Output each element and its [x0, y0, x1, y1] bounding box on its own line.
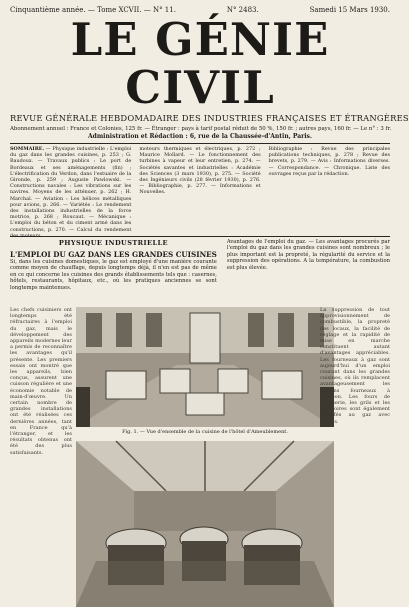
section-title: PHYSIQUE INDUSTRIELLE	[58, 239, 168, 247]
article-headline: L'EMPLOI DU GAZ DANS LES GRANDES CUISINES	[10, 250, 217, 259]
summary-col-3	[269, 146, 390, 234]
article-body	[10, 307, 390, 607]
summary-text-3: Bibliographie : Revue des principales publications techniques, p. 278 ; Revue des brevets, p. 279. — Avis : Informations diverses. — Correspondance. — Chronique. Liste des ouvrages reçus par la rédaction.	[268, 146, 390, 177]
issue-date: Samedi 15 Mars 1930.	[309, 6, 390, 14]
article-header	[10, 239, 390, 303]
masthead-title: LE GÉNIE CIVIL	[70, 13, 330, 114]
summary-block	[10, 146, 390, 239]
summary-col-2	[139, 146, 260, 234]
article-right-head	[227, 239, 390, 303]
summary-text-2: moteurs thermiques et électriques, p. 272 ; Maurice Mollard. — Le fonctionnement des turbines à vapeur et leur entretien, p. 274. — Sociétés savantes et industrielles : Académie des Sciences (3 mars 1930), p. 275. — Société des Ingénieurs civils (28 février 1930), p. 276. — Bibliographie, p. 277. — Informations et Nouvelles.	[139, 146, 261, 196]
summary-text-1: — Physique industrielle : L'emploi du gaz dans les grandes cuisines, p. 253 ; G. Baudoux. — Travaux publics : Le port de Bordeaux et ses aménagements (fin) ; L'électrification du Verdon, dans l'estuaire de la Gironde, p. 259 ; Auguste Pawlowski. — Constructions navales : Les vibrations sur les navires. Moyens de les atténuer, p. 262 ; H. Marchal. — Aviation : Les hélices métalliques pour avions, p. 266. — Variétés : Le rendement des installations industrielles de la force motrice, p. 268 ; Roucaut. — Mécanique : L'emploi du béton et du ciment armé dans les constructions, p. 270. — Calcul du rendement des moteurs.	[10, 146, 132, 239]
summary-col-1	[10, 146, 132, 239]
issue-year: Cinquantième année. — Tome XCVII. — N° 11.	[10, 6, 176, 14]
divider	[10, 143, 390, 144]
subscription-line: Abonnement annuel : France et Colonies, 125 fr. — Étranger : pays à tarif postal réduit de 50 %, 150 fr. ; autres pays, 160 fr. — Le n° : 3 fr.	[10, 126, 392, 132]
administration-line: Administration et Rédaction : 6, rue de la Chaussée-d'Antin, Paris.	[87, 133, 313, 140]
summary-label: SOMMAIRE.	[10, 146, 45, 152]
masthead-subtitle: REVUE GÉNÉRALE HEBDOMADAIRE DES INDUSTRIES FRANÇAISES ET ÉTRANGÈRES	[10, 113, 409, 123]
article-right-intro: Avantages de l'emploi du gaz. — Les avantages procurés par l'emploi du gaz dans les grandes cuisines sont nombreux ; le plus important est la propreté, la régularité du service et la suppression des opérations. A la température, la combustion est plus élevée.	[226, 239, 390, 271]
figure-1-kitchen-photo	[76, 307, 334, 427]
figure-2-kitchen-photo	[76, 441, 334, 607]
right-text-column: La suppression de tout approvisionnement de combustible, la propreté des locaux, la facilité de réglage et la rapidité de mise en marche constituent autant d'avantages appréciables. Les fourneaux à gaz sont aujourd'hui d'un emploi courant dans les grandes cuisines, où ils remplacent avantageusement les anciens fourneaux à charbon. Les fours de pâtisserie, les grils et les rôtissoires sont également chauffés au gaz avec succès.	[320, 307, 390, 425]
article-intro: Si, dans les cuisines domestiques, le gaz est employé d'une manière courante comme moyen de chauffage, depuis longtemps déjà, il n'en est pas de même en ce qui concerne les cuisines des grands établissements tels que : casernes, hôtels, restaurants, hôpitaux, etc., où les pratiques anciennes se sont longtemps maintenues.	[10, 259, 217, 291]
divider	[10, 236, 390, 237]
left-text-column: Les chefs cuisiniers ont longtemps été réfractaires à l'emploi du gaz, mais le développement des appareils modernes leur a permis de reconnaître les avantages qu'il présente. Les premiers essais ont montré que les appareils, bien conçus, assurent une cuisson régulière et une économie notable de main-d'œuvre. Un certain nombre de grandes installations ont été réalisées ces dernières années, tant en France qu'à l'étranger, et les résultats obtenus ont été des plus satisfaisants.	[10, 307, 72, 456]
issue-number: N° 2483.	[226, 6, 259, 14]
article-left-head	[10, 239, 217, 303]
figure-1-caption: Fig. 1. — Vue d'ensemble de la cuisine de l'hôtel d'Ameublement.	[122, 429, 288, 435]
